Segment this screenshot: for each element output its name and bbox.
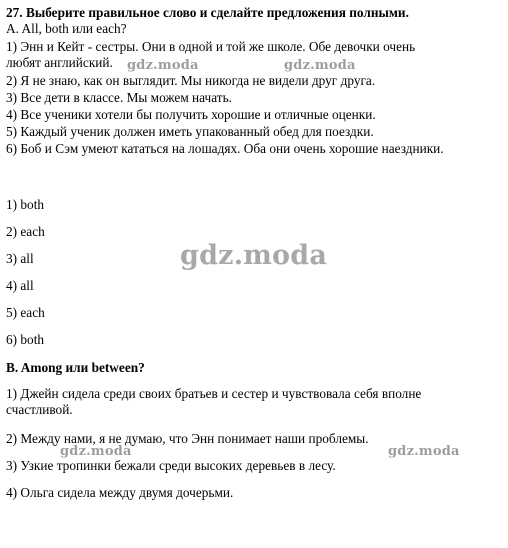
part-a-sentence: 6) Боб и Сэм умеют кататься на лошадях. Оба они очень хорошие наездники. [6, 141, 444, 156]
answer-item: 5) each [6, 305, 45, 320]
answer-item: 2) each [6, 224, 45, 239]
part-b-title: B. Among или between? [6, 360, 145, 375]
watermark: gdz.moda [180, 240, 328, 271]
answer-item: 1) both [6, 197, 45, 212]
answer-item: 6) both [6, 332, 45, 347]
watermark: gdz.moda [284, 58, 356, 73]
part-a-sentence: 3) Все дети в классе. Мы можем начать. [6, 90, 232, 105]
exercise-heading: 27. Выберите правильное слово и сделайте предложения полными. [6, 5, 409, 20]
part-a-sentence: любят английский. [6, 55, 113, 70]
part-b-sentence: счастливой. [6, 402, 73, 417]
part-b-sentence: 2) Между нами, я не думаю, что Энн понимает наши проблемы. [6, 431, 369, 446]
part-a-title: A. All, both или each? [6, 21, 127, 36]
part-a-sentence: 2) Я не знаю, как он выглядит. Мы никогда не видели друг друга. [6, 73, 376, 88]
part-a-sentence: 1) Энн и Кейт - сестры. Они в одной и той же школе. Обе девочки очень [6, 39, 416, 54]
part-a-sentence: 4) Все ученики хотели бы получить хорошие и отличные оценки. [6, 107, 376, 122]
part-b-sentence: 3) Узкие тропинки бежали среди высоких деревьев в лесу. [6, 458, 336, 473]
answer-item: 3) all [6, 251, 34, 266]
watermark: gdz.moda [60, 444, 132, 459]
part-b-sentence: 4) Ольга сидела между двумя дочерьми. [6, 485, 234, 500]
part-a-sentence: 5) Каждый ученик должен иметь упакованный обед для поездки. [6, 124, 374, 139]
watermark: gdz.moda [127, 58, 199, 73]
part-b-sentence: 1) Джейн сидела среди своих братьев и сестер и чувствовала себя вполне [6, 386, 422, 401]
watermark: gdz.moda [388, 444, 460, 459]
answer-item: 4) all [6, 278, 34, 293]
